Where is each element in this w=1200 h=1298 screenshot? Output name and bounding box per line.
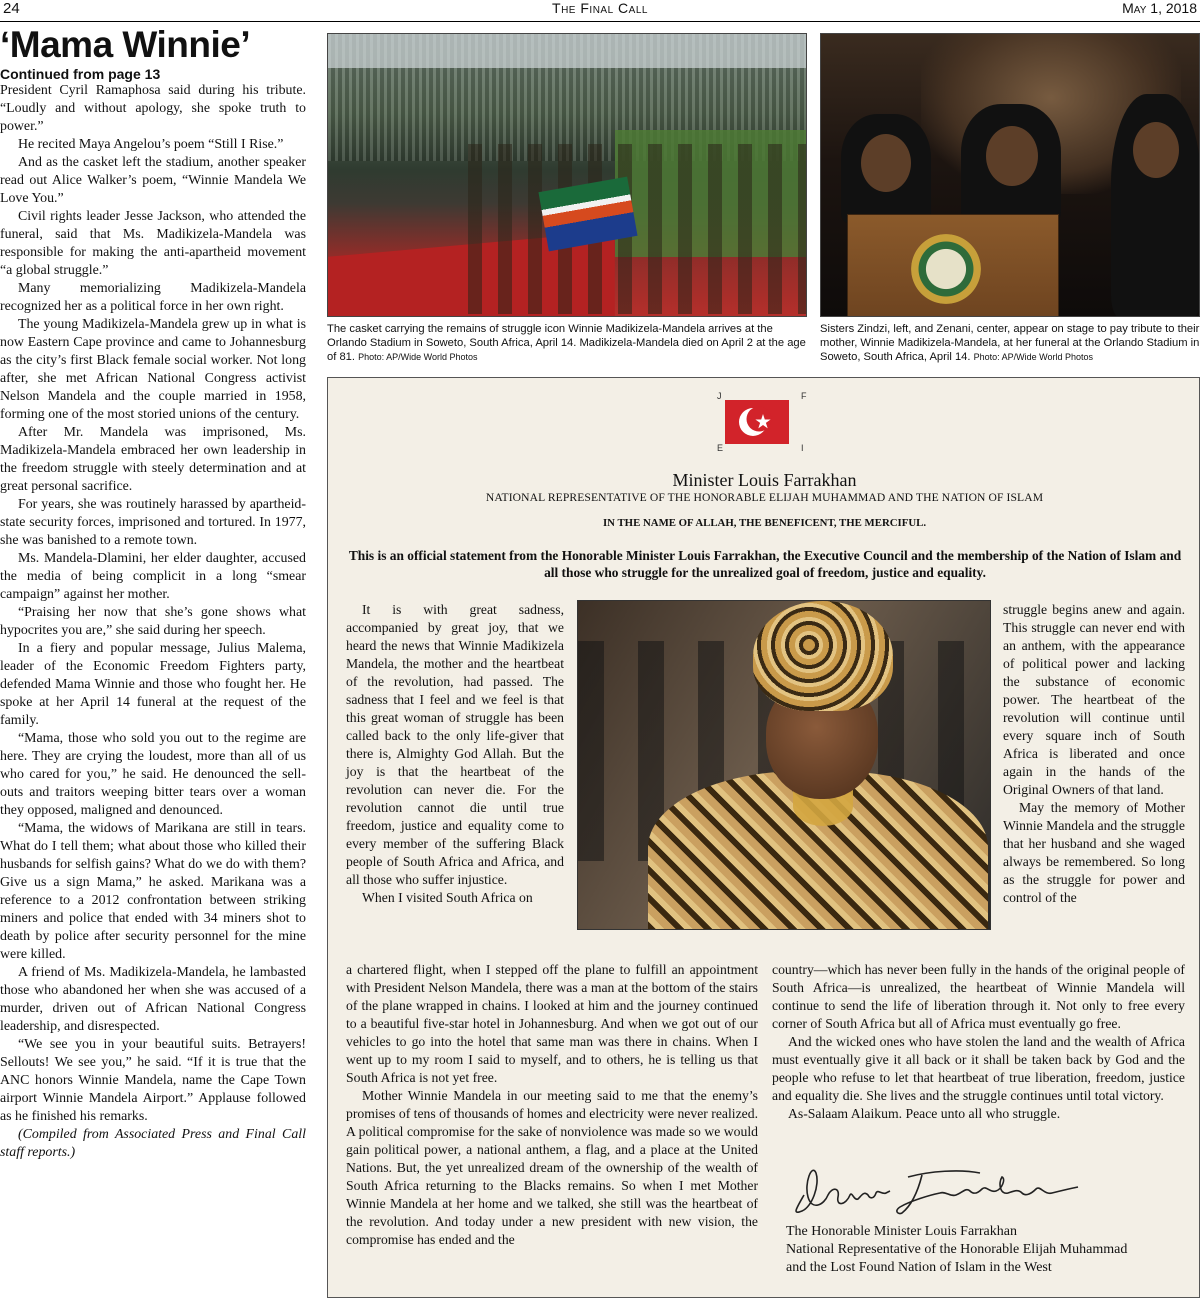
story-paragraph: He recited Maya Angelou’s poem “Still I Rise.” — [18, 136, 284, 152]
signature-name: Louis Farrakhan — [790, 1165, 797, 1166]
story-paragraph: And as the casket left the stadium, another speaker read out Alice Walker’s poem, “Winnie Mandela We Love You.” — [0, 154, 306, 206]
issue-date: May 1, 2018 — [1122, 0, 1197, 16]
story-paragraph: “Praising her now that she’s gone shows what hypocrites you are,” she said during her speech. — [0, 604, 306, 638]
story-column — [0, 26, 306, 1162]
person-head — [861, 134, 911, 192]
signature-line: The Honorable Minister Louis Farrakhan — [786, 1224, 1017, 1239]
statement-column-right-top — [1003, 601, 1185, 907]
flag-letter-j: J — [717, 391, 722, 401]
coat-of-arms-emblem — [911, 234, 981, 304]
caption-text: Sisters Zindzi, left, and Zenani, center, appear on stage to pay tribute to their mother, Winnie Madikizela-Mandela, at her funeral at the Orlando Stadium in Soweto, South Africa, April 14. — [820, 323, 1200, 363]
stadium-stand — [328, 34, 806, 68]
statement-paragraph: a chartered flight, when I stepped off the plane to fulfill an appointment with President Nelson Mandela, there was a man at the bottom of the stairs of the plane wrapped in chains. I looked at him and the journey continued to a beautiful five-star hotel in Johannesburg. And when we got out of our vehicles to go into the hotel that same man was there in chains. When I went up to my room I said to myself, and to others, he is telling us that South Africa is not yet free. — [346, 962, 758, 1085]
page-number: 24 — [3, 0, 20, 17]
story-paragraph: After Mr. Mandela was imprisoned, Ms. Madikizela-Mandela embraced her own leadership in the freedom struggle with steely determination and at great personal sacrifice. — [0, 424, 306, 494]
story-paragraph: A friend of Ms. Madikizela-Mandela, he lambasted those who abandoned her when she was accused of a murder, driven out of African National Congress leadership, and disrespected. — [0, 964, 306, 1034]
story-paragraph: For years, she was routinely harassed by apartheid-state security forces, imprisoned and tortured. In 1977, she was banished to a remote town. — [0, 496, 306, 548]
casket-procession-photo — [327, 33, 807, 317]
statement-paragraph: When I visited South Africa on — [362, 890, 533, 905]
handwritten-signature — [790, 1165, 1085, 1217]
flag-letter-e: E — [717, 443, 724, 453]
sisters-tribute-photo — [820, 33, 1200, 317]
winnie-mandela-portrait — [577, 600, 991, 930]
story-paragraph: “We see you in your beautiful suits. Betrayers! Sellouts! We see you,” he said. “If it is true that the ANC honors Winnie Mandela, name the Cape Town airport Winnie Mandela Airport.” Applause followed as he finished his remarks. — [0, 1036, 306, 1124]
statement-column-left-bottom — [346, 961, 758, 1249]
story-paragraph: The young Madikizela-Mandela grew up in what is now Eastern Cape province and came to Johannesburg as the city’s first Black female social worker. Not long after, she met African National Congress activist Nelson Mandela and the couple married in 1958, forming one of the most storied unions of the century. — [0, 316, 306, 422]
signature-line: and the Lost Found Nation of Islam in the West — [786, 1260, 1052, 1275]
story-credit: (Compiled from Associated Press and Final Call staff reports.) — [0, 1126, 306, 1160]
photo-credit: Photo: AP/Wide World Photos — [358, 352, 478, 362]
caption-text: The casket carrying the remains of struggle icon Winnie Madikizela-Mandela arrives at the Orlando Stadium in Soweto, South Africa, April 14. Madikizela-Mandela died on April 2 at the age of 81. — [327, 323, 806, 363]
statement-paragraph: Mother Winnie Mandela in our meeting said to me that the enemy’s promises of tens of thousands of homes and electricity were never realized. A political compromise for the sake of nonviolence was made so we would gain political power, a national anthem, a flag, and a place at the United Nations. But, the yet unrealized dream of the ownership of the wealth of South Africa returning to the Blacks remains. So when I met Mother Winnie Mandela at her home and we talked, she still was the heartbeat of the revolution. And today under a new president with new vision, the compromise has ended and the — [346, 1088, 759, 1247]
newspaper-name: The Final Call — [552, 0, 648, 16]
story-paragraph: Civil rights leader Jesse Jackson, who attended the funeral, said that Ms. Madikizela-Mandela was responsible for making the anti-apartheid movement “a global struggle.” — [0, 208, 306, 278]
person-head — [986, 126, 1038, 186]
statement-column-left-top — [346, 601, 564, 907]
sisters-photo-caption — [820, 322, 1200, 364]
statement-lead: This is an official statement from the Honorable Minister Louis Farrakhan, the Executive Council and the membership of the Nation of Islam and all those who struggle for the unrealized goal of freedom, justice and equality. — [348, 548, 1182, 580]
story-paragraph: President Cyril Ramaphosa said during his tribute. “Loudly and without apology, she spoke truth to power.” — [0, 82, 306, 134]
statement-paragraph: May the memory of Mother Winnie Mandela and the struggle that her husband and she waged always be remembered. So long as the struggle for power and control of the — [1003, 800, 1185, 905]
story-paragraph: “Mama, the widows of Marikana are still in tears. What do I tell them; what about those who killed their husbands for selfish gains? What do we do with them? Give us a sign Mama,” he asked. Marikana was a reference to a 2012 confrontation between striking miners and police that ended with 34 miners shot to death by police after security personnel for the mine were killed. — [0, 820, 306, 962]
photo-credit: Photo: AP/Wide World Photos — [973, 352, 1094, 362]
statement-paragraph: country—which has never been fully in the hands of the original people of South Africa—is unrealized, the heartbeat of Winnie Mandela will continue to send the life of liberation through it. Not only to free every corner of South Africa but all of Africa must eventually go free. — [772, 962, 1185, 1031]
statement-paragraph: And the wicked ones who have stolen the land and the wealth of Africa must eventually give it all back or it shall be taken back by God and the people who refuse to let that heartbeat of true liberation, freedom, justice and equality die. She lives and the struggle continues until total victory. — [772, 1034, 1185, 1103]
statement-column-right-bottom — [772, 961, 1185, 1123]
flag-letter-f: F — [801, 391, 807, 401]
person-head — [1133, 122, 1179, 178]
story-paragraph: Ms. Mandela-Dlamini, her elder daughter, accused the media of being complicit in a long “smear campaign” against her mother. — [0, 550, 306, 602]
story-paragraph: “Mama, those who sold you out to the regime are here. They are crying the loudest, more than all of us who cared for you,” he said. He denounced the sell-outs and traitors weeping bitter tears over a woman they opposed, maligned and denounced. — [0, 730, 306, 818]
story-paragraph: Many memorializing Madikizela-Mandela recognized her as a political force in her own right. — [0, 280, 306, 314]
page-header — [0, 0, 1200, 22]
story-body — [0, 82, 306, 1162]
patterned-headwrap — [753, 601, 893, 711]
minister-title: NATIONAL REPRESENTATIVE OF THE HONORABLE ELIJAH MUHAMMAD AND THE NATION OF ISLAM — [485, 491, 1044, 504]
procession-people — [468, 144, 807, 314]
signature-line: National Representative of the Honorable Elijah Muhammad — [786, 1242, 1128, 1257]
farrakhan-statement-box — [327, 377, 1200, 1298]
statement-paragraph: struggle begins anew and again. This struggle can never end with an anthem, with the appearance of political power and lacking the substance of economic power. The heartbeat of the revolution will continue until every square inch of South Africa is liberated and once again in the hands of the Original Owners of that land. — [1003, 602, 1185, 797]
casket-photo-caption — [327, 322, 809, 364]
statement-paragraph: It is with great sadness, accompanied by great joy, that we heard the news that Winnie Madikizela Mandela, the mother and the heartbeat of the revolution, had passed. The sadness that I feel and we feel is that this great woman of struggle has been called back to the only life-giver that there is, Almighty God Allah. But the joy is that the heartbeat of the revolution can never die. For the revolution cannot die until true freedom, justice and equality come to every member of the suffering Black people of South Africa and Africa, and all those who suffer injustice. — [346, 602, 564, 887]
bismillah-line: IN THE NAME OF ALLAH, THE BENEFICENT, THE MERCIFUL. — [602, 517, 927, 529]
signature-block — [786, 1223, 1191, 1277]
flag-letter-i: I — [801, 443, 804, 453]
statement-paragraph: As-Salaam Alaikum. Peace unto all who struggle. — [788, 1106, 1061, 1121]
noi-flag-emblem — [717, 391, 809, 453]
minister-name: Minister Louis Farrakhan — [672, 470, 857, 490]
story-title: ‘Mama Winnie’ — [0, 24, 251, 65]
crescent-star-flag-icon — [725, 400, 789, 444]
continued-note: Continued from page 13 — [0, 65, 161, 82]
story-paragraph: In a fiery and popular message, Julius Malema, leader of the Economic Freedom Fighters party, defended Mama Winnie and those who fought her. He spoke at her April 14 funeral at the request of the family. — [0, 640, 306, 728]
